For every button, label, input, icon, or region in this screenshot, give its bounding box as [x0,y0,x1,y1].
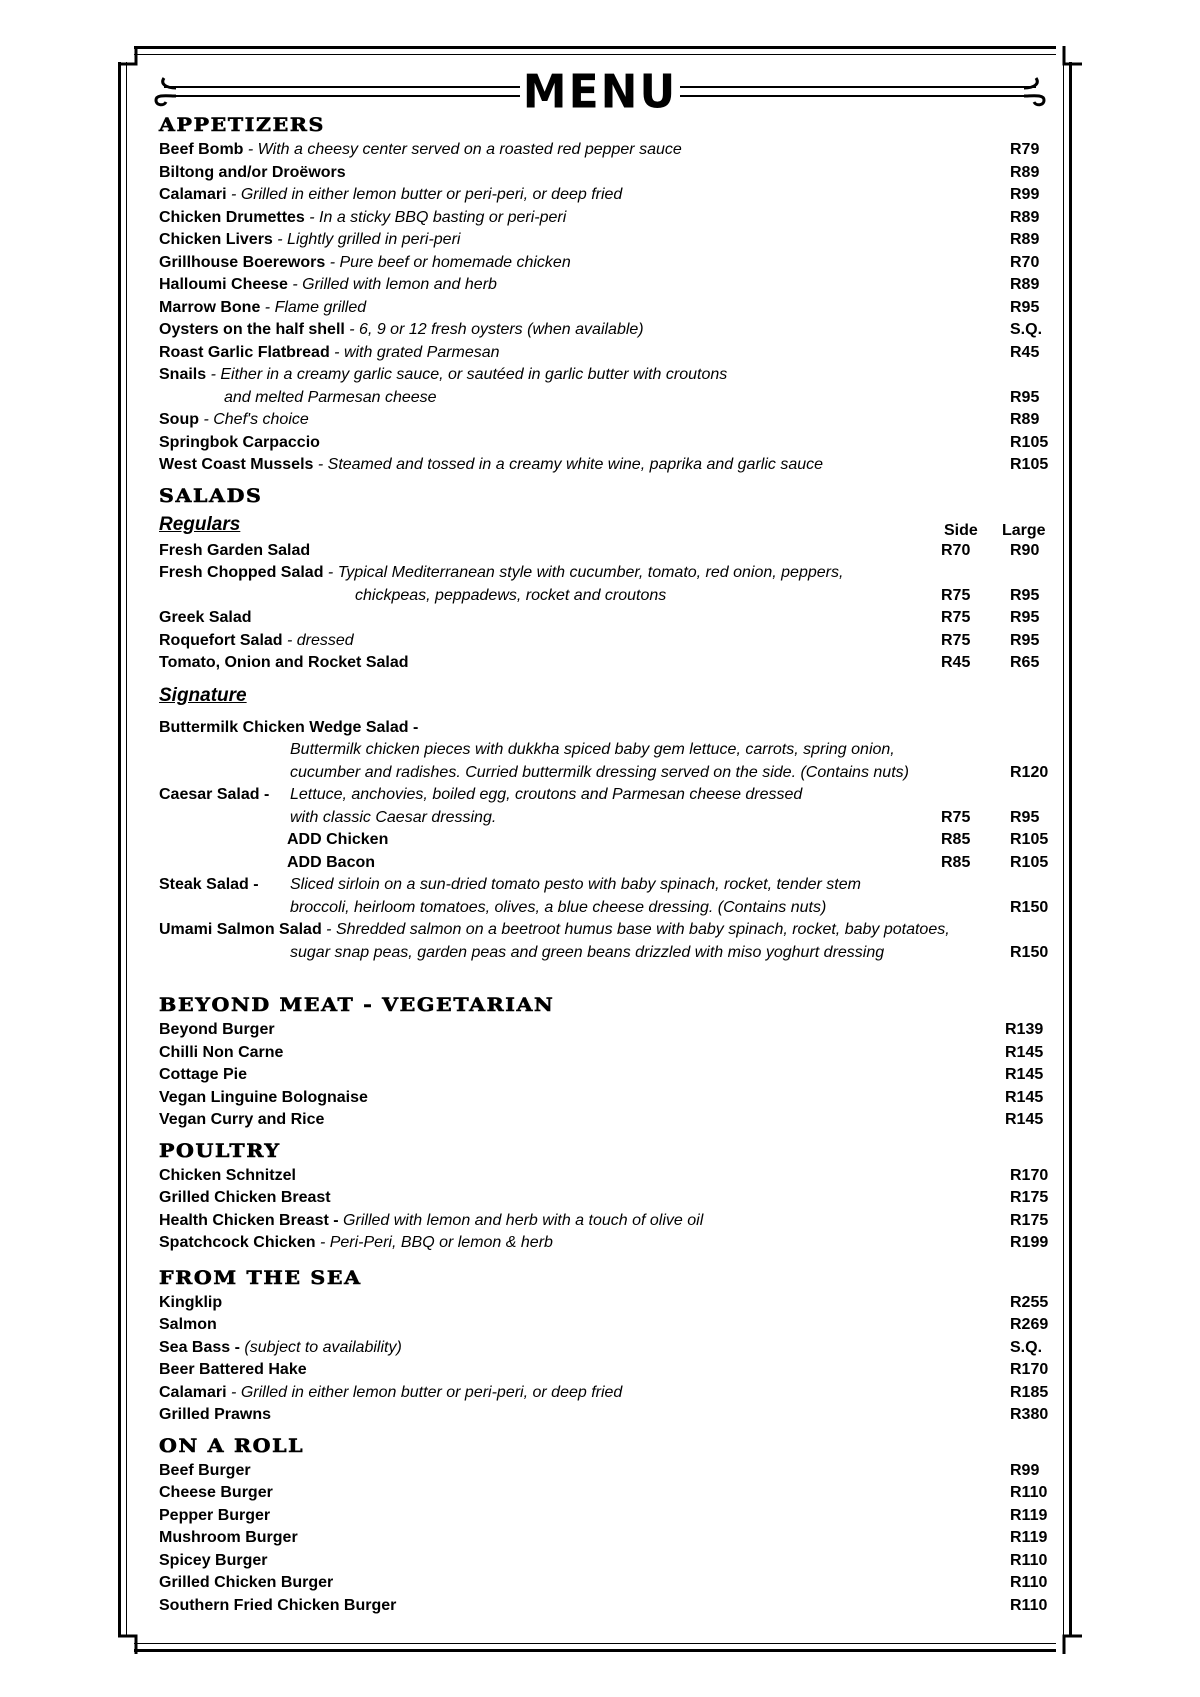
item-price: R119 [1010,1506,1048,1524]
menu-item [159,652,1054,675]
menu-item [159,1482,1054,1505]
item-price: R110 [1010,1551,1048,1569]
item-price: R380 [1010,1406,1049,1423]
menu-item [159,342,1054,365]
menu-item [159,252,1054,275]
item-name: Chilli Non Carne [159,1043,284,1061]
menu-item [159,319,1054,342]
menu-item [159,1404,1054,1427]
item-name: Tomato, Onion and Rocket Salad [159,654,409,671]
menu-item-continued [159,585,1054,608]
item-price: R145 [1005,1088,1044,1106]
menu-item [159,1210,1054,1233]
item-description: - Either in a creamy garlic sauce, or sautéed in garlic butter with croutons [206,366,728,383]
item-description: - Lightly grilled in peri-peri [272,231,461,248]
menu-item [159,1087,1054,1110]
menu-item [159,1460,1054,1483]
addon-name: ADD Chicken [287,831,389,848]
item-price: R110 [1010,1596,1048,1614]
item-name: Grilled Prawns [159,1406,272,1423]
item-description: Lettuce, anchovies, boiled egg, croutons and Parmesan cheese dressed [290,786,803,803]
menu-item [159,139,1054,162]
item-name: Marrow Bone [159,298,261,316]
item-price: S.Q. [1010,1338,1043,1356]
menu-item [159,1314,1054,1337]
item-price: R105 [1010,433,1049,451]
item-price: R120 [1010,763,1049,781]
item-price: R145 [1005,1111,1044,1128]
item-price: R199 [1010,1234,1049,1251]
item-description: - Steamed and tossed in a creamy white wine, paprika and garlic sauce [313,456,824,473]
item-price-large: R105 [1010,853,1049,871]
item-name: West Coast Mussels [159,456,314,473]
item-price-large: R90 [1010,541,1040,559]
regulars-label: Regulars [159,513,241,535]
menu-item [159,1527,1054,1550]
item-name: Fresh Chopped Salad [159,564,324,581]
menu-item [159,1292,1054,1315]
item-price-large: R95 [1010,609,1040,626]
item-description: - Flame grilled [260,298,367,316]
column-side-label: Side [944,521,978,539]
item-name: Roquefort Salad [159,631,283,649]
item-price-side: R85 [941,831,971,848]
item-description: - In a sticky BBQ basting or peri-peri [304,208,567,226]
item-price: R95 [1010,388,1040,406]
regular-salads-list [159,540,1054,675]
item-price: R119 [1010,1529,1048,1546]
item-description: - Chef's choice [199,411,309,428]
menu-item [159,540,1054,563]
item-price: R170 [1010,1166,1049,1184]
item-name: Vegan Curry and Rice [159,1111,325,1128]
item-name: Grilled Chicken Breast [159,1189,331,1206]
item-price: R89 [1010,231,1040,248]
item-description: and melted Parmesan cheese [224,388,437,406]
item-name: Chicken Livers [159,231,273,248]
menu-item [159,454,1054,477]
menu-item [159,1042,1054,1065]
item-name: Cheese Burger [159,1484,273,1501]
item-name: Springbok Carpaccio [159,433,320,451]
item-price-large: R65 [1010,654,1040,671]
section-heading-appetizers: APPETIZERS [159,114,325,136]
addon-name: ADD Bacon [287,853,376,871]
item-price: R110 [1010,1484,1048,1501]
item-price: R185 [1010,1383,1049,1401]
item-description: - Peri-Peri, BBQ or lemon & herb [315,1234,553,1251]
item-name: Southern Fried Chicken Burger [159,1596,397,1614]
subheading-signature [159,681,1054,711]
item-name: Soup [159,411,199,428]
item-description: sugar snap peas, garden peas and green beans drizzled with miso yoghurt dressing [290,943,885,961]
item-price: R105 [1010,456,1049,473]
item-price-side: R75 [941,808,971,826]
menu-item [159,207,1054,230]
item-name: Caesar Salad - [159,786,270,803]
item-price: R170 [1010,1361,1049,1378]
menu-item [159,1187,1054,1210]
menu-item [159,162,1054,185]
item-name: Spatchcock Chicken [159,1234,316,1251]
item-name: Roast Garlic Flatbread [159,343,330,361]
header-rule-left [164,86,520,100]
item-price: R70 [1010,253,1040,271]
item-price: R145 [1005,1043,1044,1061]
menu-item [159,1572,1054,1595]
menu-item [159,784,1054,874]
menu-item [159,229,1054,252]
item-price: R175 [1010,1189,1049,1206]
item-name: Grillhouse Boerewors [159,253,326,271]
menu-item [159,1165,1054,1188]
menu-item [159,1550,1054,1573]
signature-label: Signature [159,684,247,706]
item-price: R99 [1010,1461,1040,1479]
item-name: Oysters on the half shell [159,321,345,338]
menu-item [159,1232,1054,1255]
item-price: R255 [1010,1293,1049,1311]
item-name: Beef Bomb [159,141,244,158]
beyond-meat-list [159,1019,1054,1132]
item-price-large: R105 [1010,831,1049,848]
item-name: Salmon [159,1316,217,1333]
item-name: Chicken Drumettes [159,208,305,226]
item-price: R95 [1010,298,1040,316]
menu-item [159,1382,1054,1405]
item-description: - 6, 9 or 12 fresh oysters (when available) [344,321,644,338]
item-description: - dressed [282,631,354,649]
item-description: - with grated Parmesan [329,343,500,361]
item-description: broccoli, heirloom tomatoes, olives, a blue cheese dressing. (Contains nuts) [290,898,827,916]
item-price: R269 [1010,1316,1049,1333]
item-description: - Grilled with lemon and herb [287,276,497,293]
menu-item [159,607,1054,630]
item-price: R175 [1010,1211,1049,1229]
item-name: Calamari [159,186,227,203]
sea-list [159,1292,1054,1427]
item-price-large: R95 [1010,631,1040,649]
item-name: Calamari [159,1383,227,1401]
menu-item [159,364,1054,387]
item-name: Kingklip [159,1293,223,1311]
item-description: Sliced sirloin on a sun-dried tomato pesto with baby spinach, rocket, tender stem [290,876,861,893]
item-description: cucumber and radishes. Curried buttermilk dressing served on the side. (Contains nuts) [290,763,909,781]
item-name: Pepper Burger [159,1506,271,1524]
item-price: R150 [1010,898,1049,916]
section-heading-beyond-meat: BEYOND MEAT - VEGETARIAN [159,994,555,1016]
item-name: Health Chicken Breast - [159,1211,339,1229]
item-price: R89 [1010,276,1040,293]
item-name: Beyond Burger [159,1021,275,1038]
item-price: R89 [1010,411,1040,428]
item-price: S.Q. [1010,321,1043,338]
item-description: - Shredded salmon on a beetroot humus base with baby spinach, rocket, baby potatoes, [321,921,950,938]
menu-item [159,1337,1054,1360]
menu-item [159,274,1054,297]
item-description: Grilled with lemon and herb with a touch of olive oil [338,1211,704,1229]
item-name: Biltong and/or Droëwors [159,163,346,181]
menu-item [159,562,1054,585]
item-description: - With a cheesy center served on a roasted red pepper sauce [243,141,682,158]
menu-content [159,112,1054,1617]
item-price: R99 [1010,186,1040,203]
poultry-list [159,1165,1054,1255]
item-price: R139 [1005,1021,1044,1038]
menu-item [159,1359,1054,1382]
item-name: Vegan Linguine Bolognaise [159,1088,368,1106]
item-description: - Typical Mediterranean style with cucumber, tomato, red onion, peppers, [323,564,844,581]
item-price: R89 [1010,163,1040,181]
item-name: Fresh Garden Salad [159,541,311,559]
appetizers-list [159,139,1054,477]
item-price: R45 [1010,343,1040,361]
item-price-side: R70 [941,541,971,559]
item-price: R110 [1010,1574,1048,1591]
item-price: R145 [1005,1066,1044,1083]
header-rule-right [680,86,1036,100]
item-price-large: R95 [1010,586,1040,604]
item-name: Halloumi Cheese [159,276,288,293]
menu-item [159,432,1054,455]
item-description: Buttermilk chicken pieces with dukkha spiced baby gem lettuce, carrots, spring onion, [290,741,895,758]
menu-item [159,297,1054,320]
item-price-side: R75 [941,631,971,649]
item-name: Snails [159,366,207,383]
item-name: Grilled Chicken Burger [159,1574,334,1591]
item-price-side: R45 [941,654,971,671]
column-large-label: Large [1002,521,1046,539]
item-name: Spicey Burger [159,1551,268,1569]
menu-item [159,1064,1054,1087]
item-name: Greek Salad [159,609,252,626]
item-description: chickpeas, peppadews, rocket and croutons [355,586,667,604]
menu-item [159,1595,1054,1618]
section-heading-salads: SALADS [159,484,263,507]
item-description: - Grilled in either lemon butter or peri-peri, or deep fried [226,186,623,203]
item-name: Cottage Pie [159,1066,248,1083]
section-heading-poultry: POULTRY [159,1139,281,1162]
menu-header [150,65,1050,120]
menu-item-continued [159,387,1054,410]
item-price-side: R75 [941,586,971,604]
scroll-ornament-right [1022,74,1050,110]
item-price: R150 [1010,943,1049,961]
item-name: Mushroom Burger [159,1529,298,1546]
item-name: Sea Bass - [159,1338,240,1356]
menu-item [159,919,1054,964]
page-title: MENU [522,65,678,120]
item-description: with classic Caesar dressing. [290,808,497,826]
item-description: (subject to availability) [239,1338,402,1356]
item-name: Beer Battered Hake [159,1361,307,1378]
item-price-large: R95 [1010,808,1040,826]
item-name: Beef Burger [159,1461,251,1479]
item-description: - Grilled in either lemon butter or peri-peri, or deep fried [226,1383,623,1401]
menu-item [159,874,1054,919]
item-name: Chicken Schnitzel [159,1166,296,1184]
menu-item [159,1019,1054,1042]
subheading-regulars [159,510,1054,540]
item-name: Umami Salmon Salad [159,921,322,938]
item-name: Buttermilk Chicken Wedge Salad - [159,718,419,736]
item-price: R89 [1010,208,1040,226]
menu-item [159,1505,1054,1528]
menu-item [159,717,1054,785]
menu-item [159,184,1054,207]
section-heading-from-the-sea: FROM THE SEA [159,1266,362,1289]
roll-list [159,1460,1054,1618]
menu-item [159,409,1054,432]
item-name: Steak Salad - [159,876,259,893]
item-price-side: R75 [941,609,971,626]
section-heading-on-a-roll: ON A ROLL [159,1434,305,1457]
item-price: R79 [1010,141,1040,158]
item-price-side: R85 [941,853,971,871]
menu-item [159,1109,1054,1132]
item-description: - Pure beef or homemade chicken [325,253,571,271]
menu-item [159,630,1054,653]
